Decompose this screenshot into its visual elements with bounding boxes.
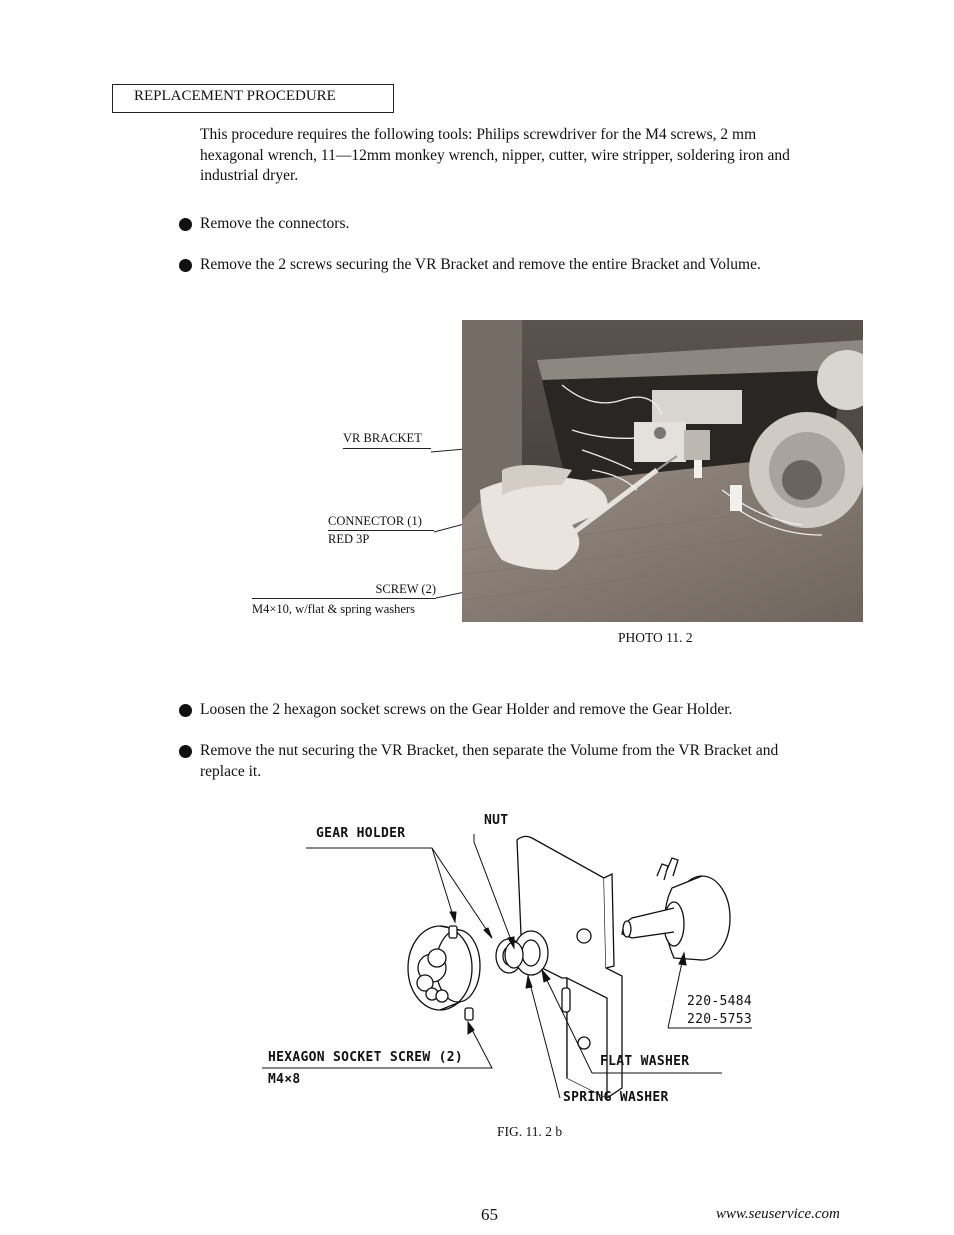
label-hex-size: M4×8 [268, 1072, 301, 1087]
step-4-line-1: Remove the nut securing the VR Bracket, then separate the Volume from the VR Bracket and [200, 742, 779, 759]
figure-caption: FIG. 11. 2 b [497, 1124, 563, 1139]
exploded-diagram [262, 808, 754, 1108]
label-gear-holder: GEAR HOLDER [316, 826, 406, 841]
label-part-1: 220-5484 [687, 994, 753, 1009]
label-spring-washer: SPRING WASHER [563, 1090, 669, 1105]
step-4-line-2: replace it. [200, 762, 262, 780]
step-1: Remove the connectors. [200, 215, 350, 232]
page-number: 65 [481, 1205, 498, 1224]
step-4 [200, 741, 778, 782]
bullet-icon [179, 704, 192, 717]
bullet-icon [179, 218, 192, 231]
intro-line-3: industrial dryer. [200, 167, 299, 184]
section-title-box [112, 84, 394, 113]
label-screw: SCREW (2) [252, 582, 436, 599]
photo-vr-bracket-removal [462, 320, 863, 622]
section-title: REPLACEMENT PROCEDURE [134, 88, 336, 104]
label-part-2: 220-5753 [687, 1012, 753, 1027]
step-2: Remove the 2 screws securing the VR Bracket and remove the entire Bracket and Volume. [200, 256, 761, 273]
label-connector-sub: RED 3P [328, 532, 370, 546]
label-screw-sub: M4×10, w/flat & spring washers [252, 602, 415, 616]
bullet-icon [179, 745, 192, 758]
intro-line-2: hexagonal wrench, 11—12mm monkey wrench, nipper, cutter, wire stripper, soldering iron and [200, 146, 790, 164]
bullet-icon [179, 259, 192, 272]
step-3: Loosen the 2 hexagon socket screws on the Gear Holder and remove the Gear Holder. [200, 701, 733, 718]
label-connector: CONNECTOR (1) [328, 514, 434, 531]
label-flat-washer: FLAT WASHER [600, 1054, 690, 1069]
intro-line-1: This procedure requires the following tools: Philips screwdriver for the M4 screws, 2 mm [200, 126, 757, 143]
photo-image [462, 320, 863, 622]
intro-paragraph [200, 125, 900, 187]
photo-caption: PHOTO 11. 2 [618, 630, 693, 645]
label-nut: NUT [484, 813, 509, 828]
label-hex-screw: HEXAGON SOCKET SCREW (2) [268, 1050, 464, 1065]
label-vr-bracket: VR BRACKET [343, 431, 431, 449]
footer-url: www.seuservice.com [716, 1206, 840, 1222]
